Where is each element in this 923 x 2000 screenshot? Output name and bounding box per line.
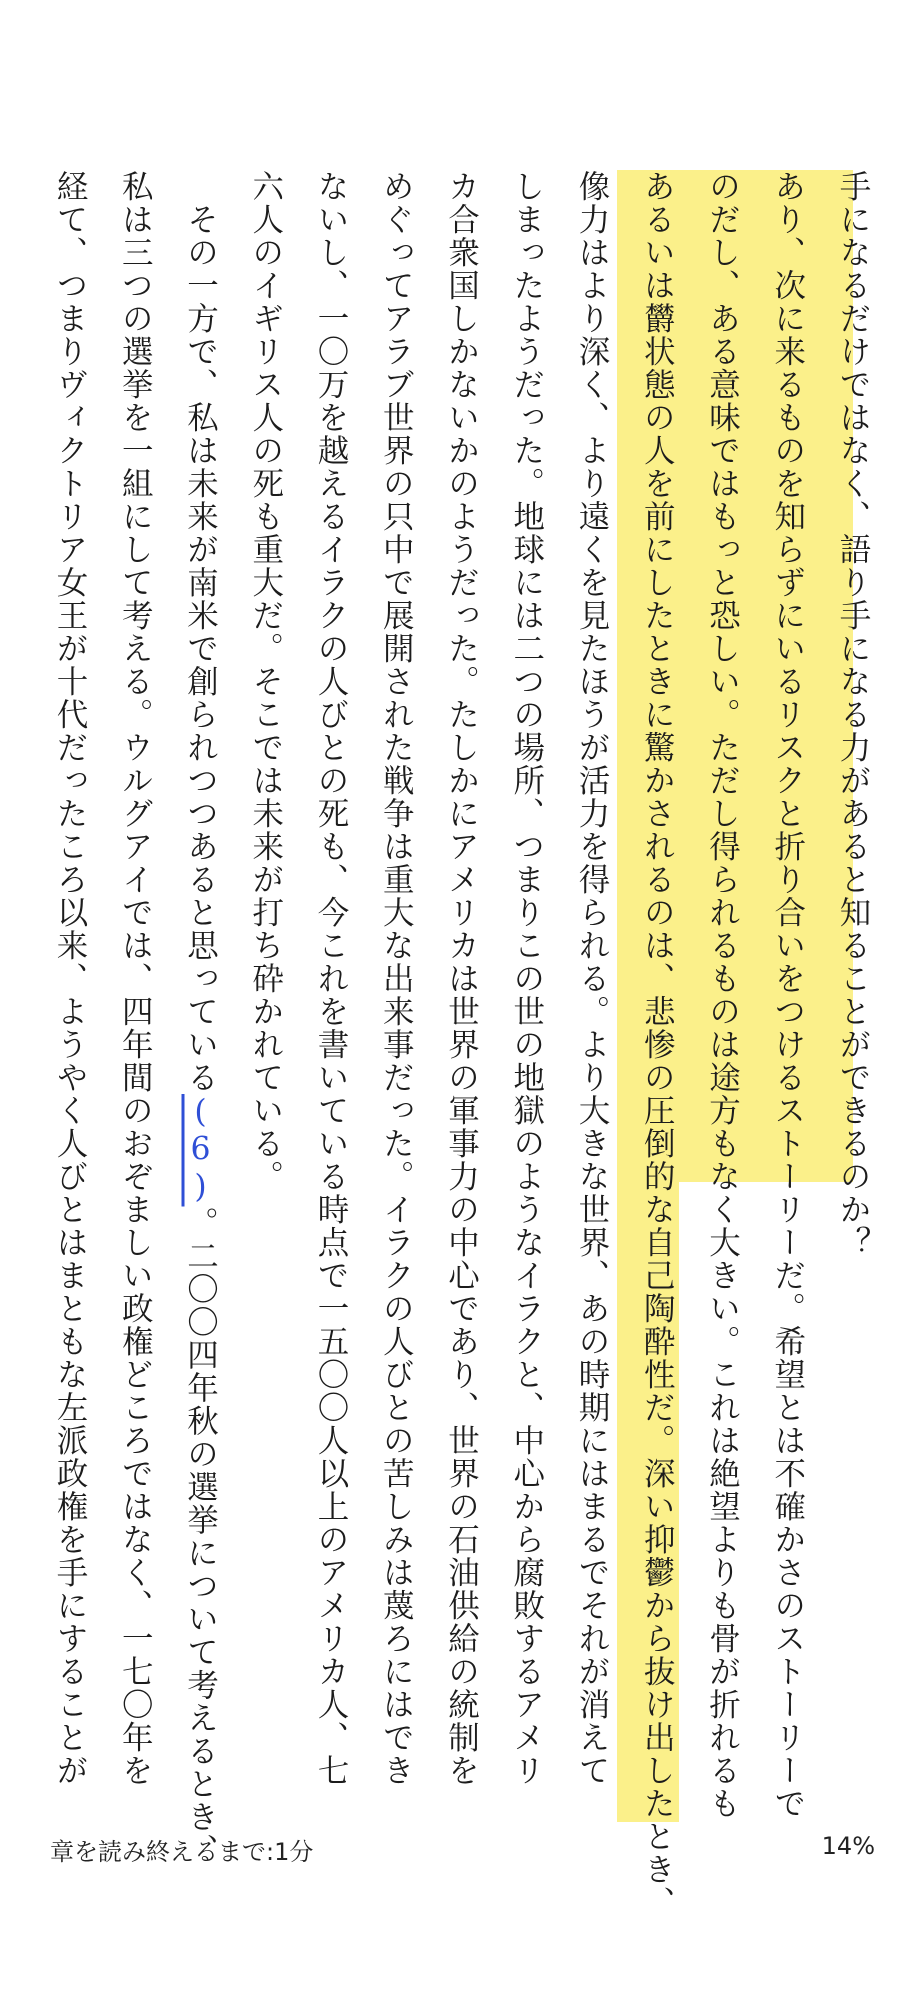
text-segment: 像力はより深く、より遠くを見たほうが活力を得られる。	[574, 170, 610, 1028]
highlighted-text[interactable]: のだし、ある意味ではもっと恐しい。ただし得られるものは途方もなく大きい。これは絶望よりも骨が折れるも	[704, 170, 741, 1820]
text-line	[572, 170, 612, 1787]
text-line: カ合衆国しかないかのようだった。たしかにアメリカは世界の軍事力の中心であり、世界の石油供給の統制を	[443, 170, 480, 1787]
text-column	[301, 170, 361, 1790]
text-column	[758, 170, 818, 1820]
text-column	[693, 170, 753, 1820]
text-line: 私は三つの選挙を一組にして考える。ウルグアイでは、四年間のおぞましい政権どころではなく、一七〇年を	[117, 170, 154, 1787]
text-column	[627, 170, 687, 1919]
highlighted-text[interactable]: 希望とは不確かさのストーリーで	[769, 1325, 806, 1820]
text-line: しまったようだった。地球には二つの場所、つまりこの世の地獄のようなイラクと、中心から腐敗するアメリ	[508, 170, 545, 1787]
text-line: 六人のイギリス人の死も重大だ。そこでは未来が打ち砕かれている。	[247, 170, 284, 1193]
text-column	[105, 170, 165, 1790]
text-segment: 。二〇〇四年秋の選挙について考えるとき、	[182, 1206, 219, 1867]
text-line: 経て、つまりヴィクトリア女王が十代だったころ以来、ようやく人びとはまともな左派政権を手にすることが	[52, 170, 88, 1787]
text-line: ないし、一〇万を越えるイラクの人びとの死も、今これを書いている時点で一五〇〇人以上のアメリカ人、七	[313, 170, 349, 1787]
chapter-time-remaining: 章を読み終えるまで:1分	[50, 1838, 314, 1866]
text-column	[366, 170, 426, 1790]
highlighted-text[interactable]: あり、次に来るものを知らずにいるリスクと折り合いをつけるストーリーだ。	[769, 170, 806, 1325]
text-line	[768, 170, 808, 1820]
text-column	[171, 170, 231, 1867]
text-column	[823, 170, 883, 1790]
highlighted-text[interactable]: あるいは欝状態の人を前にしたときに驚かされるのは、悲惨の圧倒的な自己陶酔性だ。深い抑鬱から抜け出したとき、	[639, 170, 676, 1919]
footnote-reference-link[interactable]: (6)	[182, 1094, 219, 1207]
text-column	[40, 170, 100, 1790]
text-column	[497, 170, 557, 1790]
reading-progress-percent: 14%	[821, 1832, 875, 1860]
text-segment: より大きな世界、あの時期にはまるでそれが消えて	[574, 1028, 610, 1787]
text-column	[432, 170, 492, 1790]
text-column	[562, 170, 622, 1790]
text-column	[236, 170, 296, 1790]
text-line: 手になるだけではなく、語り手になる力があると知ることができるのか？	[835, 170, 871, 1259]
text-line	[181, 170, 221, 1867]
text-line: めぐってアラブ世界の只中で展開された戦争は重大な出来事だった。イラクの人びとの苦しみは蔑ろにはでき	[378, 170, 415, 1787]
text-segment: その一方で、私は未来が南米で創られつつあると思っている	[182, 170, 219, 1094]
